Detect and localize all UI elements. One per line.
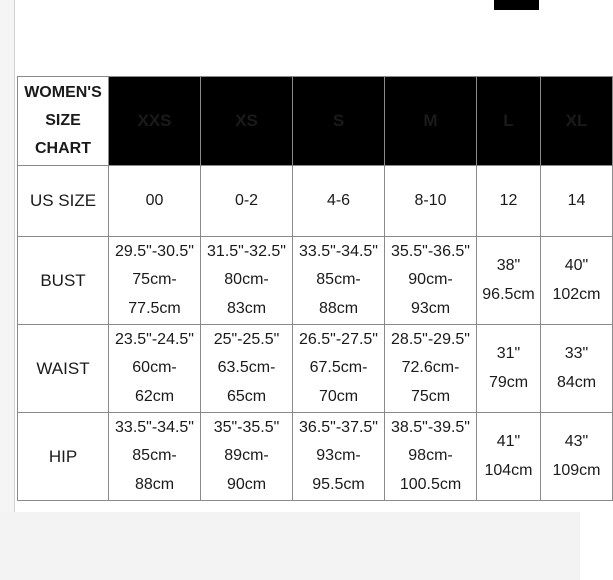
waist-cm-high: 75cm [410, 387, 451, 405]
hip-value [385, 413, 477, 501]
bust-inches: 33.5"-34.5" [299, 242, 378, 260]
waist-inches: 26.5"-27.5" [299, 330, 378, 348]
bust-cm-low: 75cm- [132, 271, 177, 289]
hip-cm-high: 90cm [226, 475, 267, 493]
us-size-value: 14 [541, 166, 613, 237]
us-size-value: 0-2 [201, 166, 293, 237]
waist-row [18, 325, 613, 413]
bust-value [201, 237, 293, 325]
hip-row [18, 413, 613, 501]
bust-cm-low: 85cm- [316, 271, 361, 289]
hip-cm-low: 85cm- [132, 447, 177, 465]
hip-cm-high: 100.5cm [399, 475, 462, 493]
hip-inches: 35"-35.5" [213, 418, 280, 436]
size-header-xxs: XXS [109, 77, 201, 166]
us-size-label: US SIZE [18, 166, 109, 237]
left-edge-strip [0, 0, 15, 580]
hip-value [201, 413, 293, 501]
size-header-xl: XL [541, 77, 613, 166]
bust-value [109, 237, 201, 325]
size-chart-table [17, 76, 613, 501]
hip-value [541, 413, 613, 501]
hip-cm: 104cm [484, 461, 533, 479]
size-chart-container [17, 76, 601, 501]
header-row [18, 77, 613, 166]
us-size-value: 12 [477, 166, 541, 237]
bust-cm-high: 93cm [410, 299, 451, 317]
us-size-row [18, 166, 613, 237]
bust-cm: 96.5cm [482, 285, 535, 303]
chart-title [18, 77, 109, 166]
hip-inches: 36.5"-37.5" [299, 418, 378, 436]
waist-cm: 84cm [556, 373, 597, 391]
hip-value [477, 413, 541, 501]
waist-value [541, 325, 613, 413]
bust-cm-high: 88cm [318, 299, 359, 317]
bust-inches: 40" [564, 257, 589, 274]
hip-cm-low: 89cm- [224, 447, 269, 465]
hip-inches: 38.5"-39.5" [391, 418, 470, 436]
chart-title-line-1: WOMEN'S [24, 84, 102, 101]
bust-inches: 38" [496, 257, 521, 274]
hip-inches: 33.5"-34.5" [115, 418, 194, 436]
bust-value [293, 237, 385, 325]
waist-cm: 79cm [488, 373, 529, 391]
bust-inches: 31.5"-32.5" [207, 242, 286, 260]
size-header-l: L [477, 77, 541, 166]
chart-title-line-3: CHART [35, 140, 91, 157]
bust-cm-low: 80cm- [224, 271, 269, 289]
waist-cm-high: 65cm [226, 387, 267, 405]
bust-value [385, 237, 477, 325]
waist-cm-high: 62cm [134, 387, 175, 405]
waist-value [477, 325, 541, 413]
size-header-m: M [385, 77, 477, 166]
hip-cm-low: 93cm- [316, 447, 361, 465]
hip-cm-high: 95.5cm [312, 475, 365, 493]
us-size-value: 8-10 [385, 166, 477, 237]
hip-cm-high: 88cm [134, 475, 175, 493]
waist-cm-low: 67.5cm- [309, 359, 368, 377]
bust-inches: 35.5"-36.5" [391, 242, 470, 260]
hip-value [109, 413, 201, 501]
hip-value [293, 413, 385, 501]
waist-inches: 23.5"-24.5" [115, 330, 194, 348]
waist-inches: 25"-25.5" [213, 330, 280, 348]
waist-value [293, 325, 385, 413]
top-right-block [494, 0, 539, 10]
hip-inches: 41" [496, 433, 521, 450]
waist-inches: 31" [496, 345, 521, 362]
bust-cm: 102cm [552, 285, 601, 303]
bust-row [18, 237, 613, 325]
waist-cm-low: 63.5cm- [217, 359, 276, 377]
bust-cm-low: 90cm- [408, 271, 453, 289]
bust-cm-high: 83cm [226, 299, 267, 317]
waist-cm-high: 70cm [318, 387, 359, 405]
bust-cm-high: 77.5cm [128, 299, 181, 317]
waist-value [109, 325, 201, 413]
hip-label: HIP [18, 413, 109, 501]
size-header-xs: XS [201, 77, 293, 166]
waist-value [201, 325, 293, 413]
waist-value [385, 325, 477, 413]
hip-cm-low: 98cm- [408, 447, 453, 465]
us-size-value: 4-6 [293, 166, 385, 237]
waist-cm-low: 60cm- [132, 359, 177, 377]
waist-inches: 33" [564, 345, 589, 362]
bust-value [541, 237, 613, 325]
waist-cm-low: 72.6cm- [401, 359, 460, 377]
waist-inches: 28.5"-29.5" [391, 330, 470, 348]
bust-inches: 29.5"-30.5" [115, 242, 194, 260]
chart-title-line-2: SIZE [45, 112, 81, 129]
waist-label: WAIST [18, 325, 109, 413]
bust-label: BUST [18, 237, 109, 325]
hip-inches: 43" [564, 433, 589, 450]
size-header-s: S [293, 77, 385, 166]
hip-cm: 109cm [552, 461, 601, 479]
bust-value [477, 237, 541, 325]
bottom-band [0, 512, 580, 580]
us-size-value: 00 [109, 166, 201, 237]
